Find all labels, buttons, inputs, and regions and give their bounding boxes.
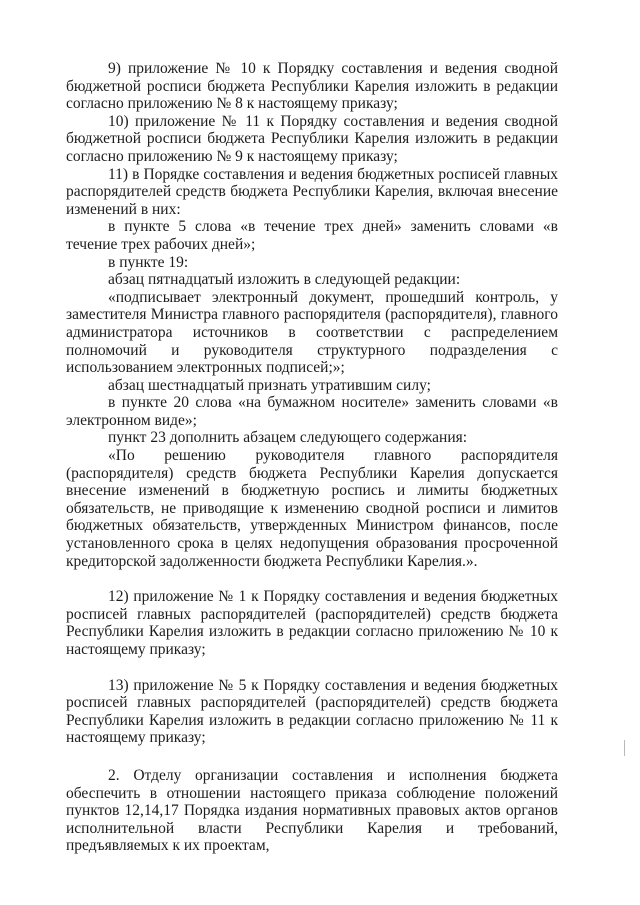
- paragraph-abzac-15: абзац пятнадцатый изложить в следующей редакции:: [108, 271, 461, 289]
- paragraph-point-5-change: в пункте 5 слова «в течение трех дней» заменить словами «в течение трех рабочих дней»;: [66, 218, 558, 253]
- paragraph-item-12: 12) приложение № 1 к Порядку составления и ведения бюджетных росписей главных распорядителей (распорядителей) средств бюджета Республики Карелия изложить в редакции согласно приложению № 10 к настоящему приказу;: [66, 588, 558, 658]
- paragraph-abzac-16: абзац шестнадцатый признать утратившим силу;: [108, 376, 431, 394]
- paragraph-quote-decision: «По решению руководителя главного распорядителя (распорядителя) средств бюджета Республики Карелия допускается внесение изменений в бюджетную роспись и лимиты бюджетных обязательств, не приводящие к изменению сводной росписи и лимитов бюджетных обязательств, утвержденных Министром финансов, после установленного срока в целях недопущения образования просроченной кредиторской задолженности бюджета Республики Карелия.».: [66, 447, 558, 570]
- paragraph-section-2: 2. Отделу организации составления и исполнения бюджета обеспечить в отношении настоящего приказа соблюдение положений пунктов 12,14,17 Порядка издания нормативных правовых актов органов исполнительной власти Республики Карелия и требований, предъявляемых к их проектам,: [66, 766, 558, 855]
- document-body: [66, 60, 558, 855]
- paragraph-point-19: в пункте 19:: [108, 253, 189, 271]
- paragraph-item-10: 10) приложение № 11 к Порядку составления и ведения сводной бюджетной росписи бюджета Республики Карелия изложить в редакции согласно приложению № 9 к настоящему приказу;: [66, 112, 558, 165]
- paragraph-item-13: 13) приложение № 5 к Порядку составления и ведения бюджетных росписей главных распорядителей (распорядителей) средств бюджета Республики Карелия изложить в редакции согласно приложению № 11 к настоящему приказу;: [66, 676, 558, 747]
- paragraph-quote-signing: «подписывает электронный документ, прошедший контроль, у заместителя Министра главного распорядителя (распорядителя), главного администратора источников в соответствии с распределением полномочий и руководителя структурного подразделения с использованием электронных подписей;»;: [66, 288, 558, 377]
- paragraph-item-9: 9) приложение № 10 к Порядку составления и ведения сводной бюджетной росписи бюджета Республики Карелия изложить в редакции согласно приложению № 8 к настоящему приказу;: [66, 60, 558, 113]
- scan-margin-mark: [624, 740, 625, 756]
- paragraph-item-11: 11) в Порядке составления и ведения бюджетных росписей главных распорядителей средств бюджета Республики Карелия, включая внесение изменений в них:: [66, 165, 558, 218]
- paragraph-point-20-change: в пункте 20 слова «на бумажном носителе» заменить словами «в электронном виде»;: [66, 394, 558, 429]
- paragraph-point-23: пункт 23 дополнить абзацем следующего содержания:: [108, 429, 468, 447]
